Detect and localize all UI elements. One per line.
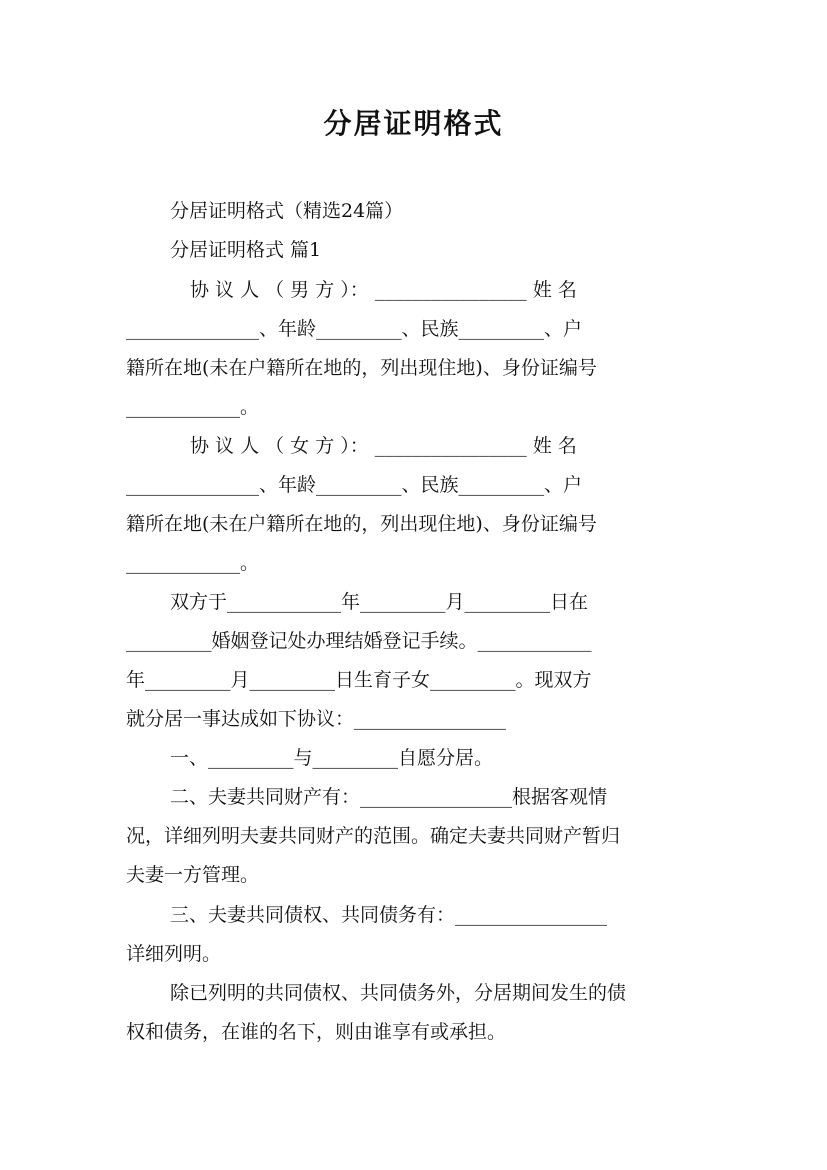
paragraph-line: 况，详细列明夫妻共同财产的范围。确定夫妻共同财产暂归 [126,825,621,847]
paragraph-line: ____________。 [126,552,260,574]
paragraph-line: 双方于____________年_________月_________日在 [170,591,589,613]
document-title: 分居证明格式 [323,107,504,140]
paragraph-line: ______________、年龄_________、民族_________、户 [126,318,583,340]
paragraph-line: 夫妻一方管理。 [126,864,260,886]
paragraph-line: 就分居一事达成如下协议：________________ [126,708,507,730]
paragraph-line: 协 议 人 （ 女 方 ）： ________________ 姓 名 [190,435,577,457]
paragraph-line: 籍所在地(未在户籍所在地的，列出现住地)、身份证编号 [126,513,597,535]
paragraph-line: 权和债务，在谁的名下，则由谁享有或承担。 [126,1021,507,1043]
paragraph-line: ______________、年龄_________、民族_________、户 [126,474,583,496]
paragraph-line: 协 议 人 （ 男 方 ）： ________________ 姓 名 [190,279,577,301]
section-heading: 分居证明格式 篇1 [170,239,322,261]
paragraph-line: _________婚姻登记处办理结婚登记手续。____________ [126,630,592,652]
paragraph-line: 详细列明。 [126,943,222,965]
paragraph-line: 年_________月_________日生育子女_________。现双方 [126,669,592,691]
clause-line: 一、_________与_________自愿分居。 [170,747,494,769]
paragraph-line: 除已列明的共同债权、共同债务外，分居期间发生的债 [170,982,627,1004]
paragraph-line: 籍所在地(未在户籍所在地的，列出现住地)、身份证编号 [126,357,597,379]
subtitle: 分居证明格式（精选24篇） [170,200,404,222]
clause-line: 三、夫妻共同债权、共同债务有：________________ [170,904,608,926]
paragraph-line: ____________。 [126,396,260,418]
clause-line: 二、夫妻共同财产有：________________根据客观情 [170,786,608,808]
